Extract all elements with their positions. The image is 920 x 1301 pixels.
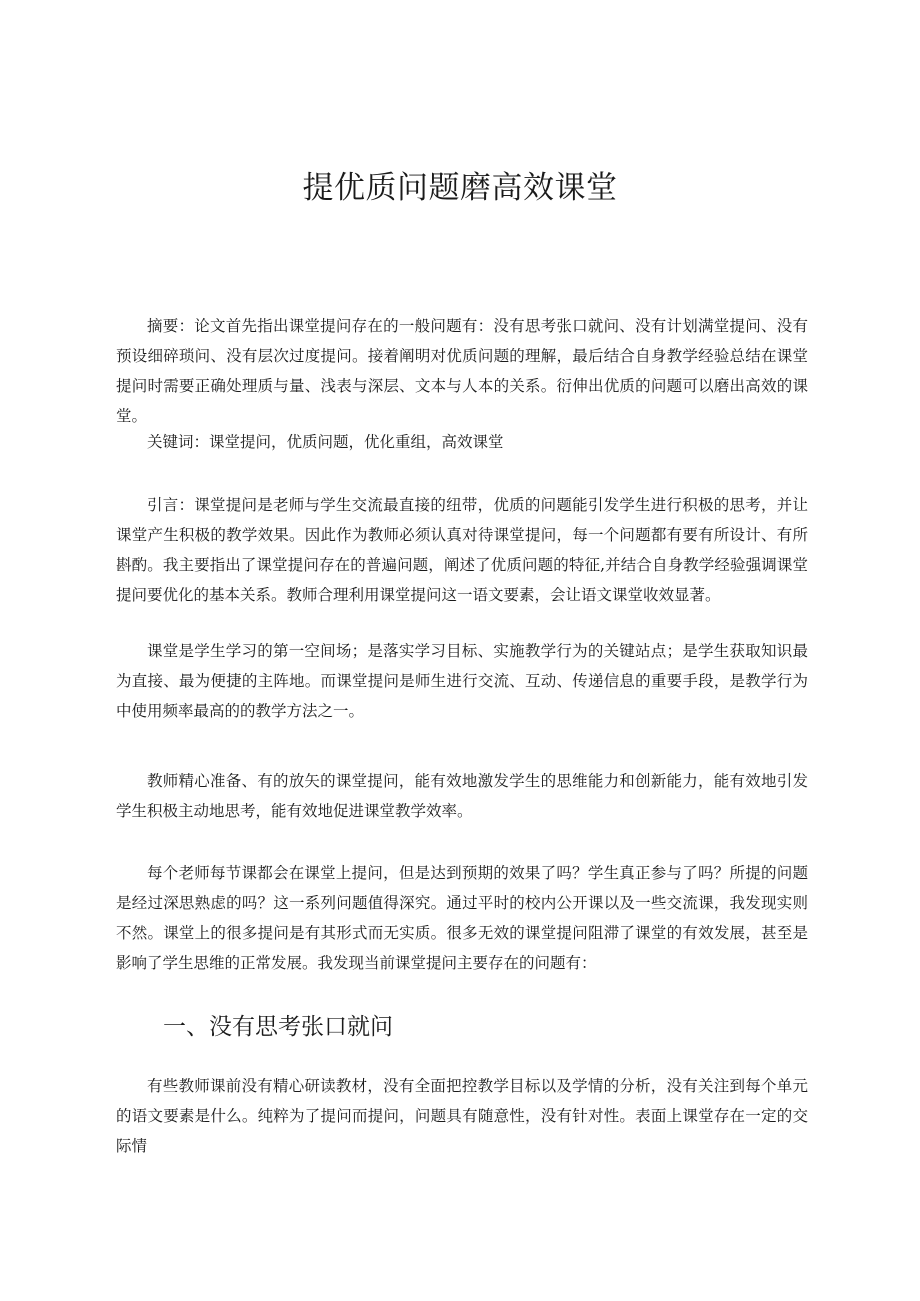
document-title: 提优质问题磨高效课堂 [302, 170, 618, 206]
body-paragraph: 教师精心准备、有的放矢的课堂提问，能有效地激发学生的思维能力和创新能力，能有效地引发学生积极主动地思考，能有效地促进课堂教学效率。 [116, 772, 808, 820]
keywords-paragraph: 关键词：课堂提问，优质问题，优化重组，高效课堂 [147, 433, 504, 451]
section-heading: 一、没有思考张口就问 [163, 1014, 393, 1040]
introduction-paragraph: 引言：课堂提问是老师与学生交流最直接的纽带，优质的问题能引发学生进行积极的思考，并让课堂产生积极的教学效果。因此作为教师必须认真对待课堂提问，每一个问题都有要有所设计、有所斟酌。我主要指出了课堂提问存在的普遍问题，阐述了优质问题的特征,并结合自身教学经验强调课堂提问要优化的基本关系。教师合理利用课堂提问这一语文要素，会让语文课堂收效显著。 [116, 496, 808, 604]
section-paragraph: 有些教师课前没有精心研读教材，没有全面把控教学目标以及学情的分析，没有关注到每个单元的语文要素是什么。纯粹为了提问而提问，问题具有随意性，没有针对性。表面上课堂存在一定的交际情 [116, 1077, 808, 1155]
body-paragraph: 每个老师每节课都会在课堂上提问，但是达到预期的效果了吗？学生真正参与了吗？所提的问题是经过深思熟虑的吗？这一系列问题值得深究。通过平时的校内公开课以及一些交流课，我发现实则不然。课堂上的很多提问是有其形式而无实质。很多无效的课堂提问阻滞了课堂的有效发展，甚至是影响了学生思维的正常发展。我发现当前课堂提问主要存在的问题有： [116, 864, 808, 972]
body-paragraph: 课堂是学生学习的第一空间场；是落实学习目标、实施教学行为的关键站点；是学生获取知识最为直接、最为便捷的主阵地。而课堂提问是师生进行交流、互动、传递信息的重要手段，是教学行为中使用频率最高的的教学方法之一。 [116, 642, 808, 720]
abstract-paragraph: 摘要：论文首先指出课堂提问存在的一般问题有：没有思考张口就问、没有计划满堂提问、没有预设细碎琐问、没有层次过度提问。接着阐明对优质问题的理解，最后结合自身教学经验总结在课堂提问时需要正确处理质与量、浅表与深层、文本与人本的关系。衍伸出优质的问题可以磨出高效的课堂。 [116, 317, 808, 425]
